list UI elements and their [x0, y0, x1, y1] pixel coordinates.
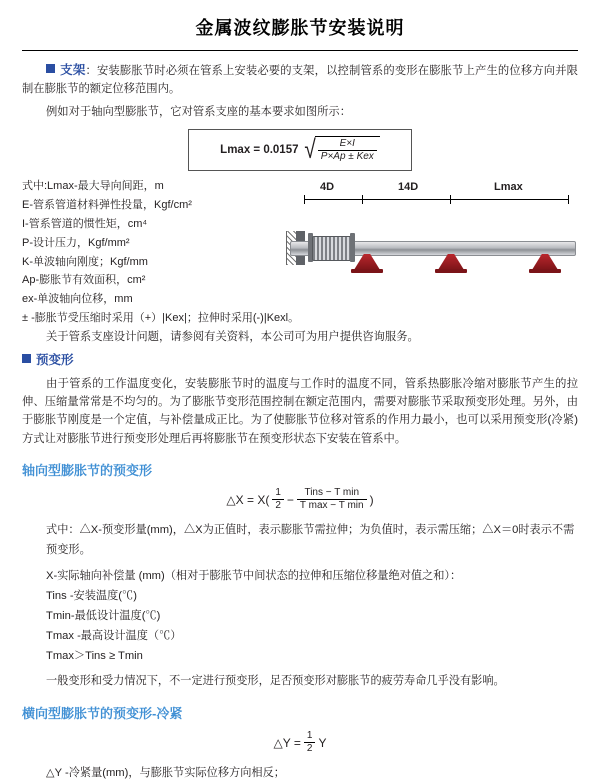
axial-definition-line: Tins -安装温度(℃): [46, 589, 137, 602]
figure-label-lmax: Lmax: [494, 180, 523, 193]
lateral-definition-line: △Y -冷紧量(mm)，与膨胀节实际位移方向相反；: [46, 766, 285, 779]
lmax-formula-lhs: Lmax = 0.0157: [220, 143, 299, 156]
definition-line: I-管系管道的惯性矩，cm⁴: [22, 217, 148, 230]
lmax-formula: [188, 129, 412, 171]
title-divider: [22, 50, 578, 51]
guide-support-icon: [438, 254, 464, 270]
definition-line: ex-单波轴向位移，mm: [22, 293, 133, 306]
support-section-intro: 支架：安装膨胀节时必须在管系上安装必要的支架，以控制管系的变形在膨胀节上产生的位移方向并限制在膨胀节的额定位移范围内。: [22, 63, 578, 96]
axial-note: 一般变形和受力情况下，不一定进行预变形，足否预变形对膨胀节的疲劳寿命几乎没有影响。: [46, 675, 505, 688]
axial-equation: [22, 487, 578, 513]
bellows-icon: [312, 236, 354, 261]
lateral-equation: [22, 730, 578, 756]
axial-equation-temp-fraction: [297, 487, 367, 513]
lmax-fraction-denominator: P×Ap ± Kex: [320, 151, 374, 163]
dimension-segment-lmax: [450, 199, 568, 200]
lmax-formula-radical: [303, 133, 380, 164]
half-denominator: 2: [306, 743, 313, 755]
guide-support-icon: [354, 254, 380, 270]
blue-square-icon: [22, 354, 31, 363]
support-heading: 支架: [60, 63, 86, 77]
figure-label-14d: 14D: [398, 180, 419, 193]
lateral-equation-rhs: Y: [318, 735, 327, 750]
temp-fraction-denominator: T max − T min: [299, 500, 364, 512]
support-para1: 安装膨胀节时必须在管系上安装必要的支架，以控制管系的变形在膨胀节上产生的位移方向并限制在膨胀节的额定位移范围内。: [22, 65, 578, 96]
figure-dimension-arrows: [286, 195, 578, 205]
axial-definition-list: [46, 521, 578, 667]
dimension-segment-4d: [304, 199, 362, 200]
axial-definition-line: Tmin-最低设计温度(℃): [46, 609, 161, 622]
definition-line: K-单波轴向刚度；Kgf/mm: [22, 255, 148, 268]
temp-fraction-numerator: Tins − T min: [297, 487, 367, 501]
axial-equation-half: [272, 487, 284, 513]
radical-content: [315, 136, 380, 164]
definition-line: 式中:Lmax-最大导向间距，m: [22, 179, 164, 192]
support-base-icon: [351, 269, 383, 273]
blue-square-icon: [46, 64, 55, 73]
axial-predeform-heading: 轴向型膨胀节的预变形: [22, 462, 153, 478]
definition-line: ± -膨胀节受压缩时采用（+）|Kex|；拉伸时采用(-)|Kexl。: [22, 312, 300, 325]
half-denominator: 2: [275, 500, 281, 512]
lateral-predeform-heading: 横向型膨胀节的预变形-冷紧: [22, 705, 183, 721]
page-title: 金属波纹膨胀节安装说明: [195, 18, 405, 38]
axial-definition-line: X-实际轴向补偿量 (mm)（相对于膨胀节中间状态的拉伸和压缩位移量绝对值之和）：: [46, 569, 462, 582]
lmax-fraction-numerator: E×I: [318, 138, 377, 152]
radical-sign-icon: √: [303, 133, 316, 164]
flange-icon: [350, 233, 355, 262]
definition-list: [22, 177, 300, 328]
figure-label-4d: 4D: [320, 180, 335, 193]
definition-line: P-设计压力，Kgf/mm²: [22, 236, 130, 249]
predeform-heading: 预变形: [36, 353, 74, 368]
pipe-illustration: [286, 211, 578, 295]
definitions-and-figure: [22, 177, 578, 328]
axial-equation-rhs: ): [369, 492, 374, 507]
definition-line: E-管系管道材料弹性投量，Kgf/cm²: [22, 198, 192, 211]
axial-definition-line: 式中：△X-预变形量(mm)，△X为正值时，表示膨胀节需拉伸；为负值时，表示需压缩；△X＝0时表示不需预变形。: [46, 523, 575, 556]
document-page: [0, 14, 600, 779]
lateral-equation-half: [304, 730, 316, 756]
pipe-support-figure: [286, 181, 578, 299]
axial-definition-line: Tmax＞Tins ≥ Tmin: [46, 649, 143, 662]
predeform-section-heading: [22, 350, 578, 370]
dimension-tick: [568, 195, 569, 204]
axial-definition-line: Tmax -最高设计温度（℃）: [46, 629, 182, 642]
support-para3: 关于管系支座设计问题，请参阅有关资料，本公司可为用户提供咨询服务。: [46, 331, 419, 344]
guide-support-icon: [532, 254, 558, 270]
lateral-definition-list: [46, 764, 578, 784]
dimension-segment-14d: [362, 199, 450, 200]
lmax-fraction: [318, 138, 377, 164]
lateral-equation-lhs: △Y =: [273, 735, 301, 750]
axial-equation-lhs: △X = X(: [226, 492, 270, 507]
axial-equation-minus: −: [286, 492, 294, 507]
support-base-icon: [529, 269, 561, 273]
half-numerator: 1: [272, 487, 284, 501]
half-numerator: 1: [304, 730, 316, 744]
support-base-icon: [435, 269, 467, 273]
definition-line: Ap-膨胀节有效面积，cm²: [22, 274, 146, 287]
predeform-para1: 由于管系的工作温度变化，安装膨胀节时的温度与工作时的温度不同，管系热膨胀冷缩对膨胀节产生的拉伸、压缩量常常是不均匀的。为了膨胀节变形范围控制在额定范围内，需要对膨胀节采取预变形处理。另外，由于膨胀节刚度是一个定值，与补偿量成正比。为了使膨胀节位移对管系的作用力最小，也可以采用预变形(冷紧)方式让对膨胀节进行预变形处理后再将膨胀节在预变形状态下安装在管系中。: [22, 377, 578, 445]
support-para2: 例如对于轴向型膨胀节，它对管系支座的基本要求如图所示：: [46, 105, 352, 118]
